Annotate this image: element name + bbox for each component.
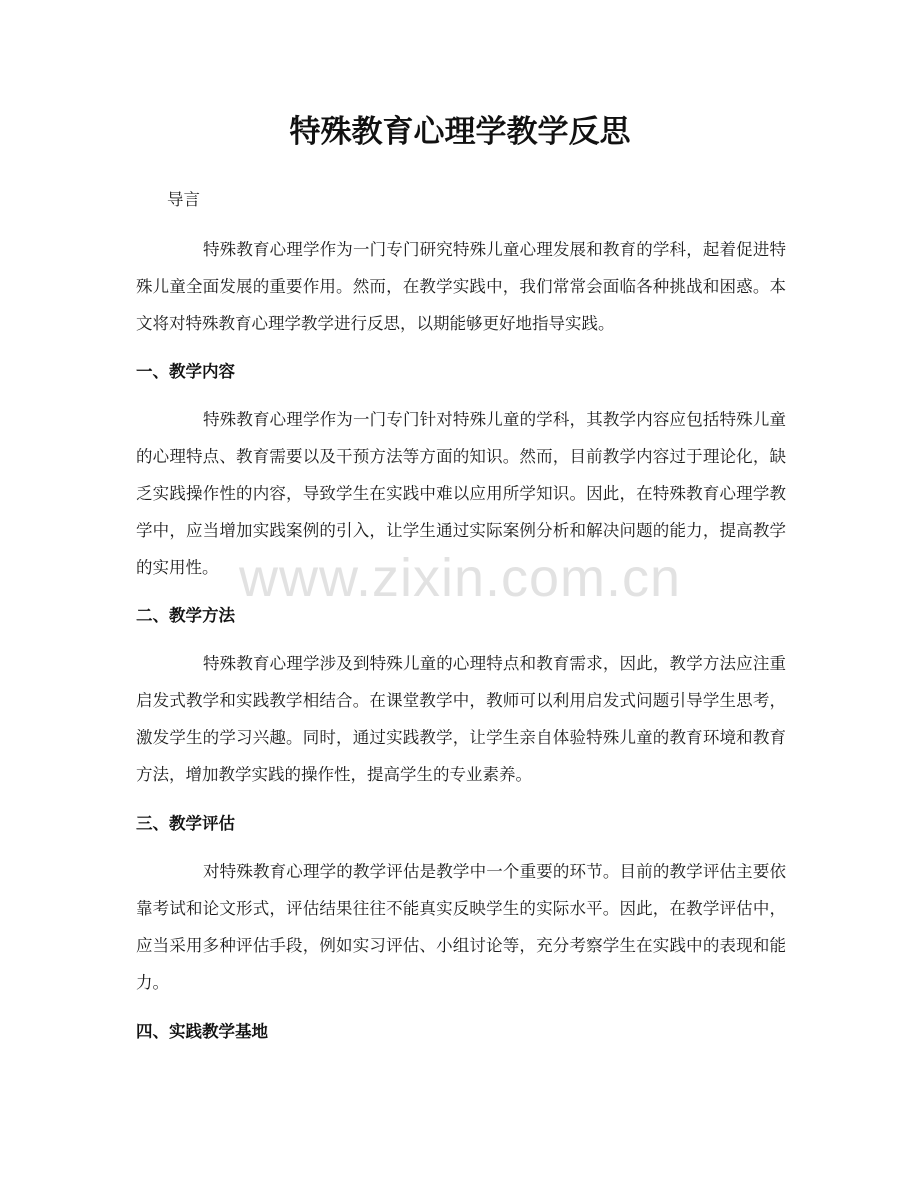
section-paragraph-teaching-content: 特殊教育心理学作为一门专门针对特殊儿童的学科，其教学内容应包括特殊儿童的心理特点、教育需要以及干预方法等方面的知识。然而，目前教学内容过于理论化，缺乏实践操作性的内容，导致学生在实践中难以应用所学知识。因此，在特殊教育心理学教学中，应当增加实践案例的引入，让学生通过实际案例分析和解决问题的能力，提高教学的实用性。 bbox=[136, 410, 786, 577]
section-heading-teaching-evaluation: 三、教学评估 bbox=[136, 814, 235, 833]
section-heading-teaching-method: 二、教学方法 bbox=[136, 606, 235, 625]
section-heading-teaching-content: 一、教学内容 bbox=[136, 362, 235, 381]
section-paragraph-teaching-method: 特殊教育心理学涉及到特殊儿童的心理特点和教育需求，因此，教学方法应注重启发式教学和实践教学相结合。在课堂教学中，教师可以利用启发式问题引导学生思考，激发学生的学习兴趣。同时，通过实践教学，让学生亲自体验特殊儿童的教育环境和教育方法，增加教学实践的操作性，提高学生的专业素养。 bbox=[136, 654, 786, 784]
section-heading-practice-base: 四、实践教学基地 bbox=[136, 1022, 268, 1041]
page-title: 特殊教育心理学教学反思 bbox=[289, 114, 631, 150]
intro-label: 导言 bbox=[167, 190, 200, 209]
intro-paragraph: 特殊教育心理学作为一门专门研究特殊儿童心理发展和教育的学科，起着促进特殊儿童全面发展的重要作用。然而，在教学实践中，我们常常会面临各种挑战和困惑。本文将对特殊教育心理学教学进行反思，以期能够更好地指导实践。 bbox=[136, 240, 786, 333]
section-paragraph-teaching-evaluation: 对特殊教育心理学的教学评估是教学中一个重要的环节。目前的教学评估主要依靠考试和论文形式，评估结果往往不能真实反映学生的实际水平。因此，在教学评估中，应当采用多种评估手段，例如实习评估、小组讨论等，充分考察学生在实践中的表现和能力。 bbox=[136, 862, 786, 992]
watermark: www.zixin.com.cn bbox=[238, 548, 682, 608]
